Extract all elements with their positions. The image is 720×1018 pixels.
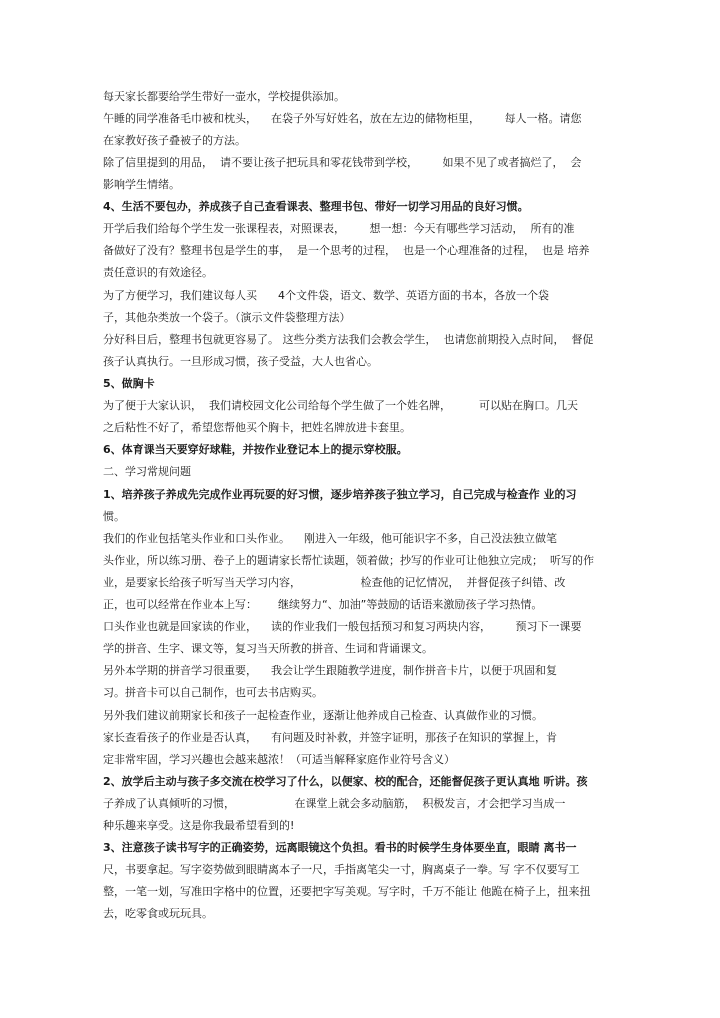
text-line: 为了便于大家认识， 我们请校园文化公司给每个学生做了一个姓名牌， 可以贴在胸口。几天	[103, 399, 578, 412]
section-heading: 2、放学后主动与孩子多交流在校学习了什么，以便家、校的配合，还能督促孩子更认真地 听讲。孩	[103, 775, 588, 788]
text-line: 家长查看孩子的作业是否认真， 有问题及时补救，并签字证明，那孩子在知识的掌握上，肯	[103, 731, 557, 744]
text-line: 在家教好孩子叠被子的方法。	[103, 134, 246, 147]
section-heading: 5、做胸卡	[103, 377, 155, 390]
section-heading: 6、体育课当天要穿好球鞋，并按作业登记本上的提示穿校服。	[103, 443, 408, 456]
text-line: 头作业，所以练习册、卷子上的题请家长帮忙读题，领着做；抄写的作业可让他独立完成； 听写的作	[103, 554, 594, 567]
section-heading: 1、培养孩子养成先完成作业再玩耍的好习惯，逐步培养孩子独立学习，自己完成与检查作 业的习	[103, 488, 577, 501]
section-heading: 4、生活不要包办，养成孩子自己查看课表、整理书包、带好一切学习用品的良好习惯。	[103, 200, 529, 213]
text-line: 午睡的同学准备毛巾被和枕头， 在袋子外写好姓名，放在左边的储物柜里， 每人一格。请您	[103, 112, 582, 125]
text-line: 口头作业也就是回家读的作业， 读的作业我们一般包括预习和复习两块内容， 预习下一课要	[103, 620, 582, 633]
text-line: 种乐趣来享受。这是你我最希望看到的!	[103, 819, 295, 832]
section-heading: 二、学习常规问题	[103, 465, 191, 478]
text-line: 子养成了认真倾听的习惯， 在课堂上就会多动脑筋， 积极发言，才会把学习当成一	[103, 797, 566, 810]
text-line: 另外本学期的拼音学习很重要， 我会让学生跟随教学进度，制作拼音卡片，以便于巩固和复	[103, 664, 557, 677]
text-line: 备做好了没有？整理书包是学生的事， 是一个思考的过程， 也是一个心理准备的过程， 也是 培养	[103, 244, 590, 257]
text-line: 另外我们建议前期家长和孩子一起检查作业，逐渐让他养成自己检查、认真做作业的习惯。	[103, 709, 543, 722]
text-line: 定非常牢固，学习兴趣也会越来越浓！（可适当解释家庭作业符号含义）	[103, 753, 455, 766]
text-line: 每天家长都要给学生带好一壶水，学校提供添加。	[103, 90, 345, 103]
text-line: 分好科目后，整理书包就更容易了。 这些分类方法我们会教会学生， 也请您前期投入点时间， 督促	[103, 333, 594, 346]
text-line: 学的拼音、生字、课文等，复习当天所教的拼音、生词和背诵课文。	[103, 642, 433, 655]
text-line: 整，一笔一划，写准田字格中的位置，还要把字写美观。写字时，千万不能让 他跪在椅子上，扭来扭	[103, 885, 591, 898]
text-line: 除了信里提到的用品， 请不要让孩子把玩具和零花钱带到学校， 如果不见了或者搞烂了， 会	[103, 156, 582, 169]
text-line: 开学后我们给每个学生发一张课程表，对照课表， 想一想：今天有哪些学习活动， 所有的准	[103, 222, 575, 235]
text-line: 惯。	[103, 510, 125, 523]
text-line: 习。拼音卡可以自己制作，也可去书店购买。	[103, 686, 323, 699]
text-line: 之后粘性不好了，希望您帮他买个胸卡，把姓名牌放进卡套里。	[103, 421, 411, 434]
text-line: 为了方便学习，我们建议每人买 4个文件袋，语文、数学、英语方面的书本，各放一个袋	[103, 289, 549, 302]
text-line: 责任意识的有效途径。	[103, 266, 213, 279]
text-line: 影响学生情绪。	[103, 178, 180, 191]
text-line: 子，其他杂类放一个袋子。（演示文件袋整理方法）	[103, 311, 351, 324]
section-heading: 3、注意孩子读书写字的正确姿势，远离眼镜这个负担。看书的时候学生身体要坐直，眼睛 离书一	[103, 841, 577, 854]
text-line: 孩子认真执行。一旦形成习惯，孩子受益，大人也省心。	[103, 355, 378, 368]
text-line: 正，也可以经常在作业本上写： 继续努力“、加油”等鼓励的话语来激励孩子学习热情。	[103, 598, 543, 611]
text-line: 尺，书要拿起。写字姿势做到眼睛离本子一尺，手指离笔尖一寸，胸离桌子一拳。写 字不仅要写工	[103, 863, 580, 876]
text-line: 业，是要家长给孩子听写当天学习内容， 检查他的记忆情况， 并督促孩子纠错、改	[103, 576, 566, 589]
text-line: 去，吃零食或玩玩具。	[103, 907, 213, 920]
text-line: 我们的作业包括笔头作业和口头作业。 刚进入一年级，他可能识字不多，自己没法独立做笔	[103, 532, 557, 545]
